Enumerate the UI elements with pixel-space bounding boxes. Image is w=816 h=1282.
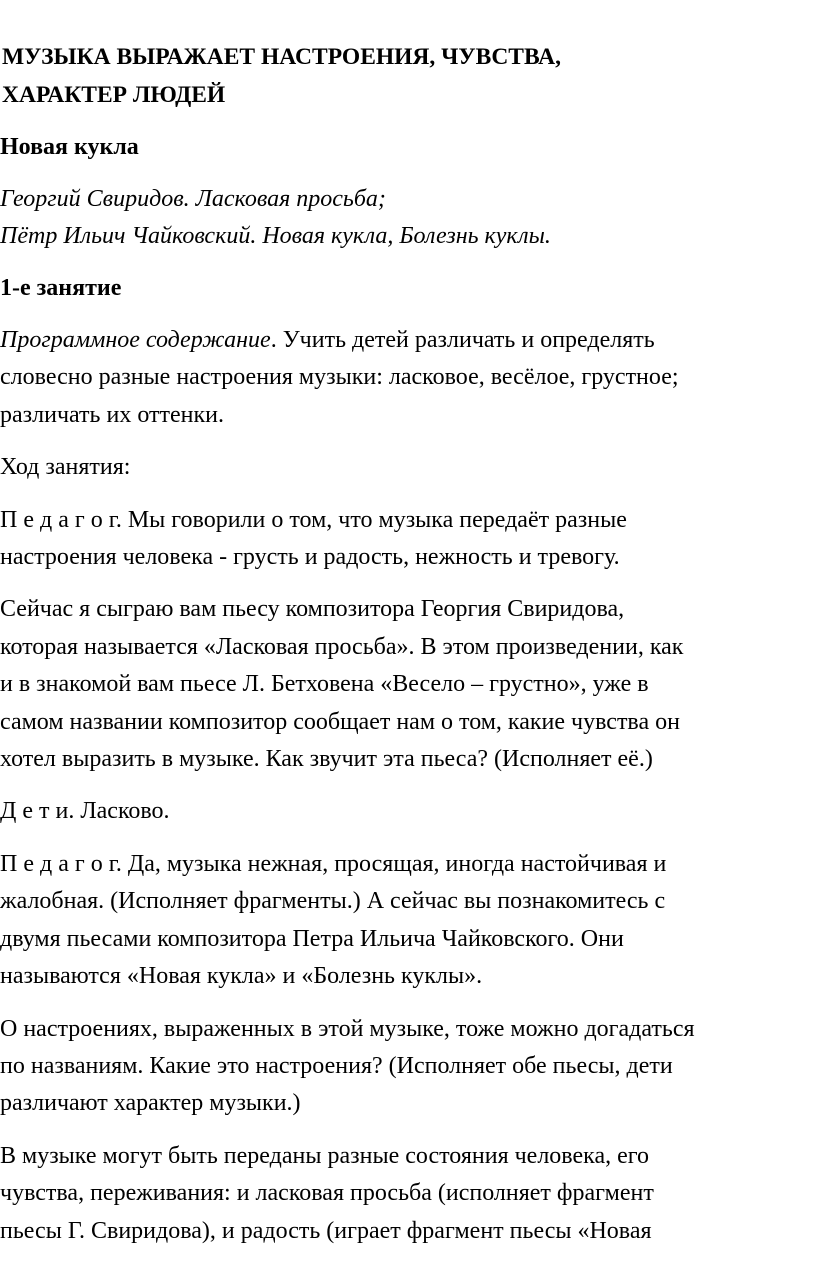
play-paragraph: [0, 591, 816, 778]
paragraph-line: по названиям. Какие это настроения? (Исполняет обе пьесы, дети: [0, 1052, 673, 1079]
paragraph-line: настроения человека - грусть и радость, нежность и тревогу.: [0, 544, 620, 571]
paragraph-line: пьесы Г. Свиридова), и радость (играет фрагмент пьесы «Новая: [0, 1217, 652, 1244]
title-line: ХАРАКТЕР ЛЮДЕЙ: [2, 82, 226, 108]
program-paragraph: [0, 322, 816, 434]
paragraph-line: словесно разные настроения музыки: ласковое, весёлое, грустное;: [0, 364, 679, 391]
paragraph-line: В музыке могут быть переданы разные состояния человека, его: [0, 1142, 649, 1169]
paragraph-line: П е д а г о г. Мы говорили о том, что музыка передаёт разные: [0, 506, 627, 533]
paragraph-line: самом названии композитор сообщает нам о том, какие чувства он: [0, 708, 680, 735]
program-label: Программное содержание: [0, 327, 271, 353]
paragraph-line: жалобная. (Исполняет фрагменты.) А сейчас вы познакомитесь с: [0, 888, 666, 915]
program-text: . Учить детей различать и определять: [270, 327, 655, 353]
paragraph-line: О настроениях, выраженных в этой музыке, тоже можно догадаться: [0, 1015, 695, 1042]
moods-paragraph: [0, 1011, 816, 1123]
title-line: МУЗЫКА ВЫРАЖАЕТ НАСТРОЕНИЯ, ЧУВСТВА,: [2, 44, 562, 70]
children-paragraph: [0, 793, 816, 830]
authors-block: [0, 181, 816, 255]
paragraph-line: П е д а г о г. Да, музыка нежная, просящая, иногда настойчивая и: [0, 850, 667, 877]
course-label: Ход занятия:: [0, 454, 131, 481]
lesson-heading: 1-е занятие: [0, 275, 122, 301]
paragraph-line: называются «Новая кукла» и «Болезнь куклы».: [0, 963, 483, 990]
authors-line: Пётр Ильич Чайковский. Новая кукла, Болезнь куклы.: [0, 223, 551, 249]
paragraph-line: Д е т и. Ласково.: [0, 798, 170, 825]
teacher-paragraph-2: [0, 846, 816, 996]
document-title: [0, 38, 816, 114]
paragraph-line: и в знакомой вам пьесе Л. Бетховена «Весело – грустно», уже в: [0, 671, 649, 698]
paragraph-line: различать их оттенки.: [0, 401, 224, 428]
section-subtitle: Новая кукла: [0, 134, 139, 160]
paragraph-line: Сейчас я сыграю вам пьесу композитора Георгия Свиридова,: [0, 596, 625, 623]
authors-line: Георгий Свиридов. Ласковая просьба;: [0, 186, 386, 212]
teacher-paragraph-1: [0, 502, 816, 577]
paragraph-line: различают характер музыки.): [0, 1090, 301, 1117]
paragraph-line: двумя пьесами композитора Петра Ильича Чайковского. Они: [0, 925, 624, 952]
paragraph-line: [0, 322, 816, 359]
paragraph-line: хотел выразить в музыке. Как звучит эта пьеса? (Исполняет её.): [0, 746, 653, 773]
paragraph-line: чувства, переживания: и ласковая просьба (исполняет фрагмент: [0, 1180, 654, 1207]
paragraph-line: которая называется «Ласковая просьба». В этом произведении, как: [0, 633, 684, 660]
states-paragraph: [0, 1138, 816, 1250]
